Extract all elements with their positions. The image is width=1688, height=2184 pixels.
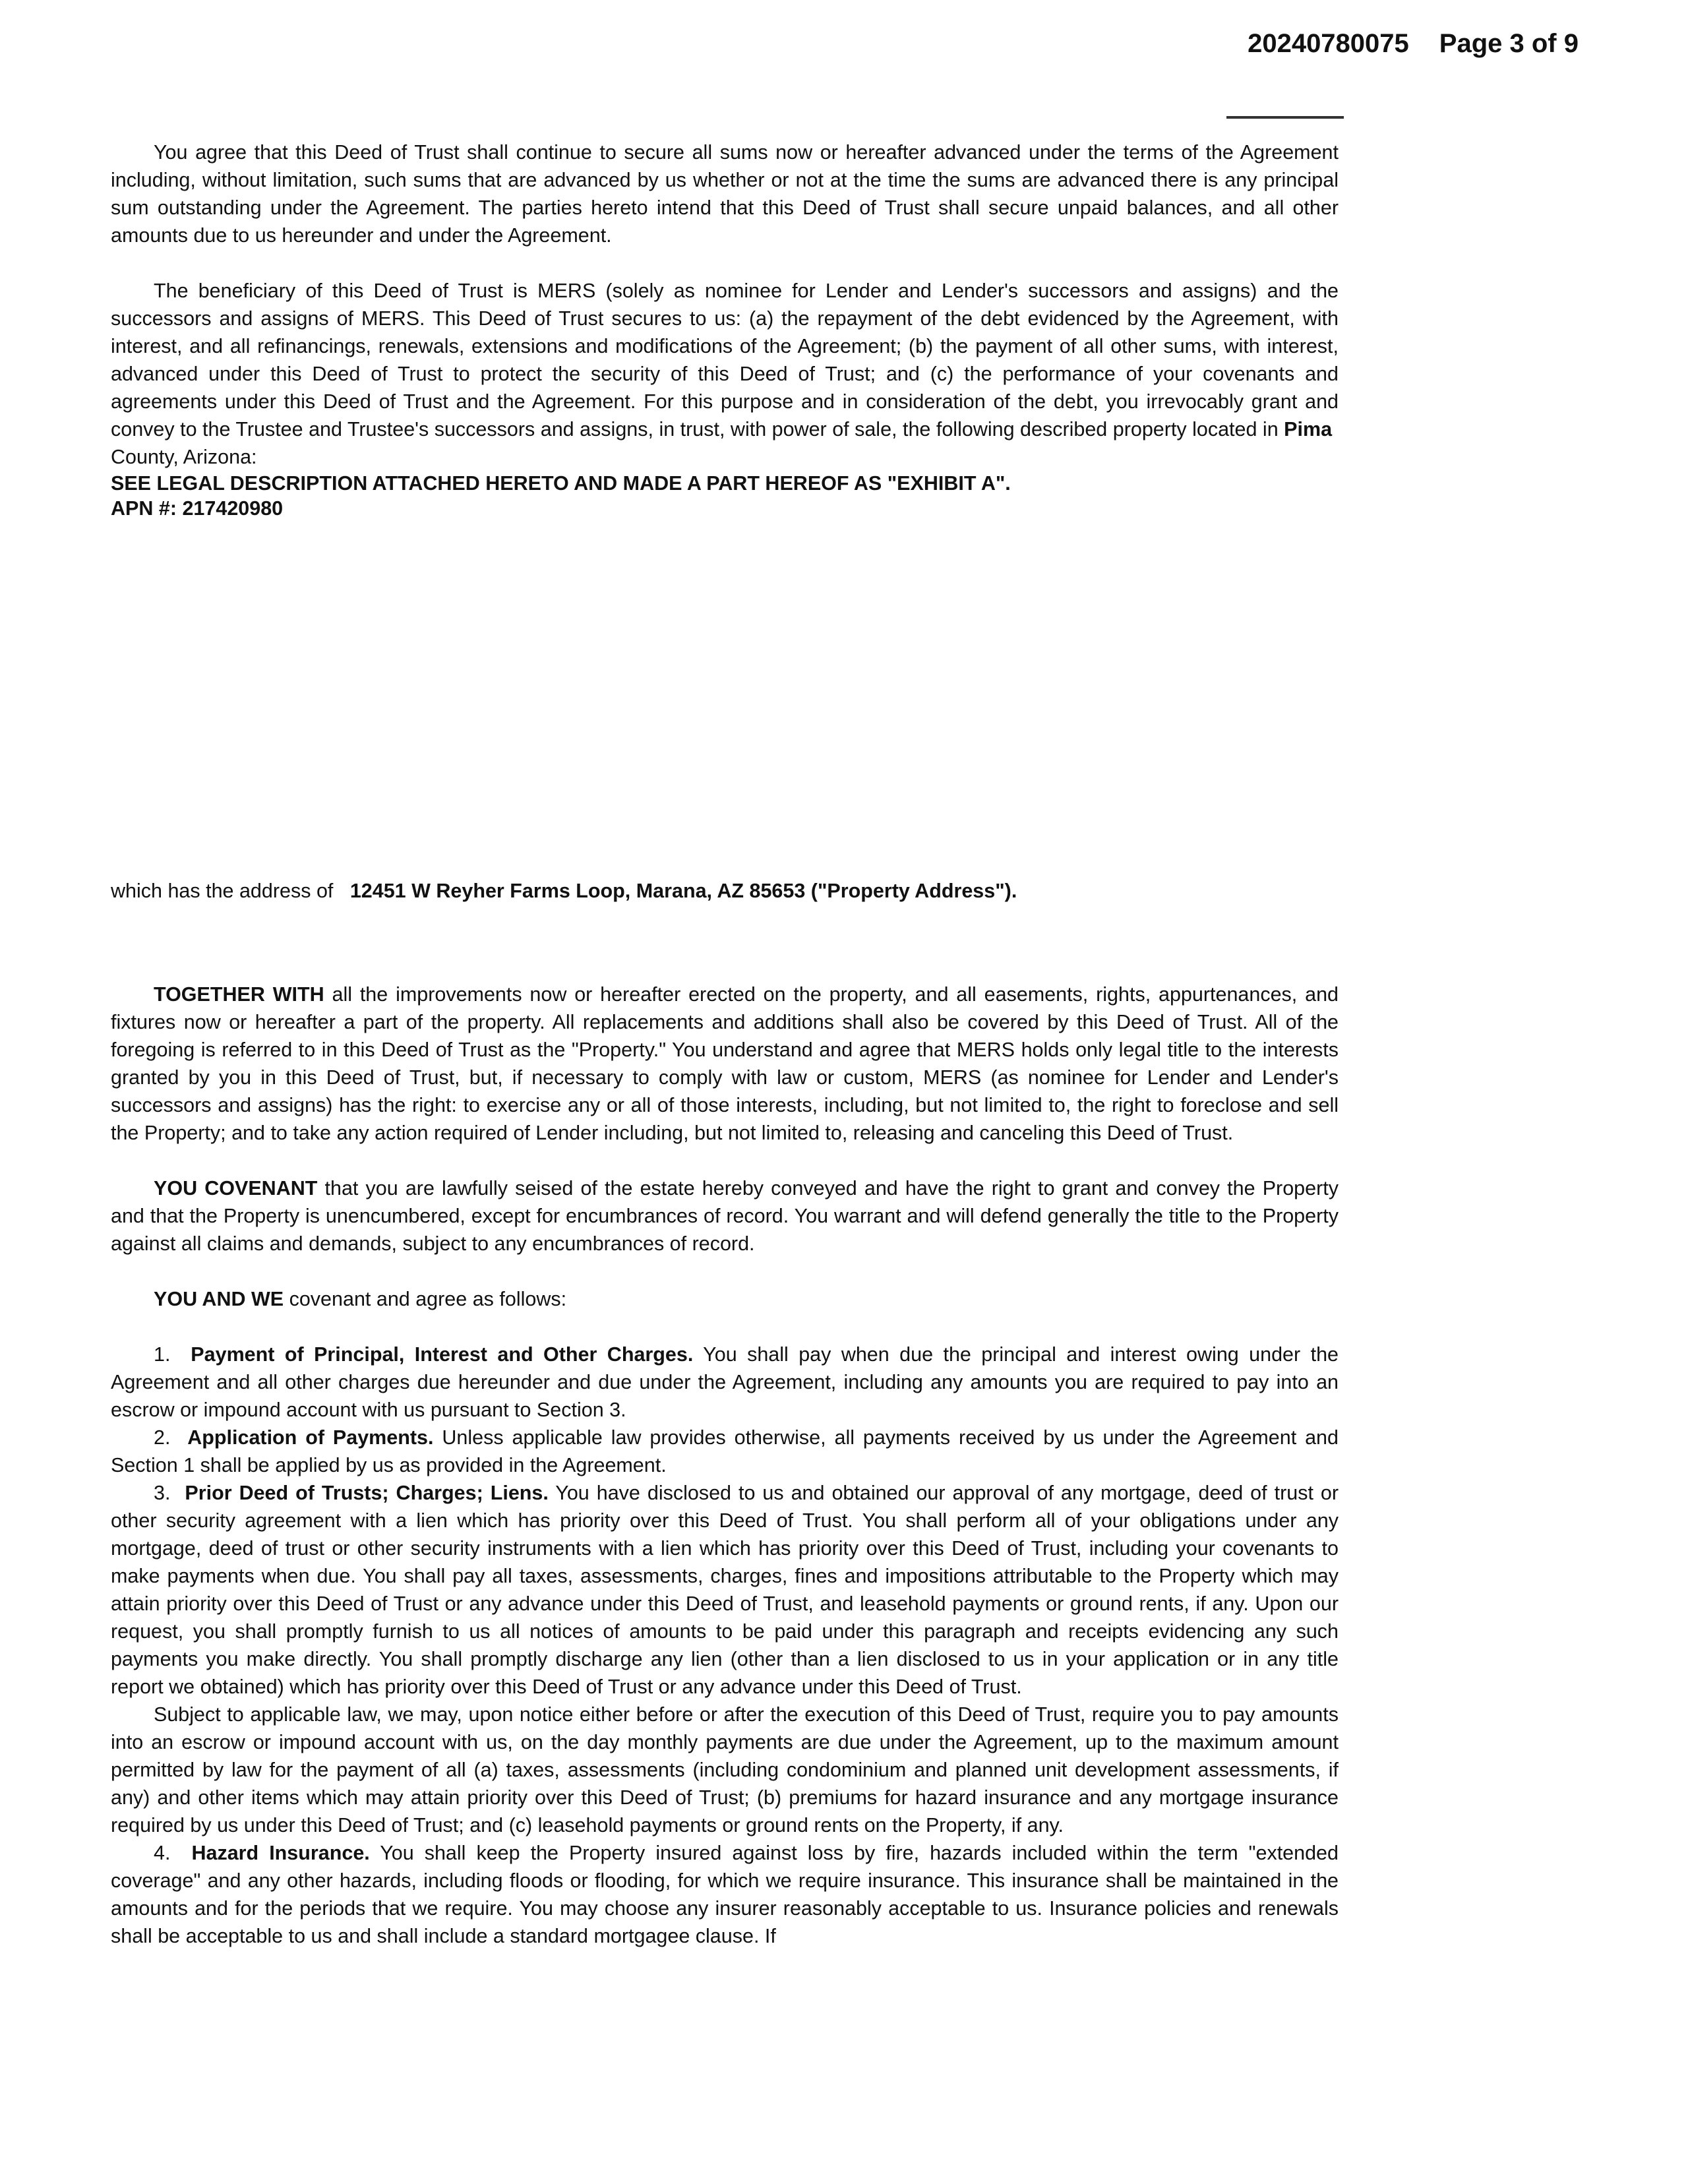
- you-covenant-text: that you are lawfully seised of the estate hereby conveyed and have the right to grant and convey the Property and that the Property is unencumbered, except for encumbrances of record. You warrant and will defend generally the title to the Property against all claims and demands, subject to any encumbrances of record.: [111, 1177, 1339, 1255]
- paragraph-you-covenant: [111, 1174, 1339, 1258]
- section-2-text: Unless applicable law provides otherwise, all payments received by us under the Agreement and Section 1 shall be applied by us as provided in the Agreement.: [111, 1426, 1339, 1476]
- together-with-lead: TOGETHER WITH: [154, 983, 324, 1006]
- section-2-number: 2.: [154, 1426, 171, 1449]
- county-state: County, Arizona:: [111, 446, 257, 468]
- you-covenant-lead: YOU COVENANT: [154, 1177, 318, 1199]
- section-1-title: Payment of Principal, Interest and Other Charges.: [191, 1343, 694, 1366]
- beneficiary-text: The beneficiary of this Deed of Trust is MERS (solely as nominee for Lender and Lender's successors and assigns) and the successors and assigns of MERS. This Deed of Trust secures to us: (a) the repayment of the debt evidenced by the Agreement, with interest, and all refinancings, renewals, extensions and modifications of the Agreement; (b) the payment of all other sums, with interest, advanced under this Deed of Trust to protect the security of this Deed of Trust; and (c) the performance of your covenants and agreements under this Deed of Trust and the Agreement. For this purpose and in consideration of the debt, you irrevocably grant and convey to the Trustee and Trustee's successors and assigns, in trust, with power of sale, the following described property located in: [111, 280, 1339, 440]
- paragraph-you-and-we: [111, 1285, 1339, 1313]
- section-3-title: Prior Deed of Trusts; Charges; Liens.: [185, 1482, 549, 1504]
- together-with-text: all the improvements now or hereafter erected on the property, and all easements, rights, appurtenances, and fixtures now or hereafter a part of the property. All replacements and additions shall also be covered by this Deed of Trust. All of the foregoing is referred to in this Deed of Trust as the "Property." You understand and agree that MERS holds only legal title to the interests granted by you in this Deed of Trust, but, if necessary to comply with law or custom, MERS (as nominee for Lender and Lender's successors and assigns) has the right: to exercise any or all of those interests, including, but not limited to, the right to foreclose and sell the Property; and to take any action required of Lender including, but not limited to, releasing and canceling this Deed of Trust.: [111, 983, 1339, 1144]
- page-header: [1248, 29, 1579, 59]
- section-3-escrow: Subject to applicable law, we may, upon notice either before or after the execution of this Deed of Trust, require you to pay amounts into an escrow or impound account with us, on the day monthly payments are due under the Agreement, up to the maximum amount permitted by law for the payment of all (a) taxes, assessments (including condominium and planned unit development assessments, if any) and other items which may attain priority over this Deed of Trust; (b) premiums for hazard insurance and any mortgage insurance required by us under this Deed of Trust; and (c) leasehold payments or ground rents on the Property, if any.: [111, 1703, 1339, 1836]
- document-number: 20240780075: [1248, 29, 1409, 58]
- section-4-number: 4.: [154, 1842, 171, 1864]
- section-2: [111, 1424, 1339, 1479]
- county-name: Pima: [1284, 418, 1333, 440]
- page-number: Page 3 of 9: [1439, 29, 1579, 58]
- section-3-text: You have disclosed to us and obtained our approval of any mortgage, deed of trust or other security agreement with a lien which has priority over this Deed of Trust. You shall perform all of your obligations under any mortgage, deed of trust or other security instruments with a lien which has priority over this Deed of Trust, including your covenants to make payments when due. You shall pay all taxes, assessments, charges, fines and impositions attributable to the Property which may attain priority over this Deed of Trust or any advance under this Deed of Trust, and leasehold payments or ground rents, if any. Upon our request, you shall promptly furnish to us all notices of amounts to be paid under this paragraph and receipts evidencing any such payments you make directly. You shall promptly discharge any lien (other than a lien disclosed to us in your application or in any title report we obtained) which has priority over this Deed of Trust or any advance under this Deed of Trust.: [111, 1482, 1339, 1698]
- you-and-we-lead: YOU AND WE: [154, 1288, 284, 1310]
- document-body: [111, 138, 1339, 1950]
- section-1-text: You shall pay when due the principal and interest owing under the Agreement and all other charges due hereunder and due under the Agreement, including any amounts you are required to pay into an escrow or impound account with us pursuant to Section 3.: [111, 1343, 1339, 1421]
- section-4-title: Hazard Insurance.: [191, 1842, 370, 1864]
- property-address-line: [111, 877, 1339, 905]
- you-and-we-text: covenant and agree as follows:: [284, 1288, 567, 1310]
- section-3-number: 3.: [154, 1482, 171, 1504]
- paragraph-continuing-security: You agree that this Deed of Trust shall continue to secure all sums now or hereafter advanced under the terms of the Agreement including, without limitation, such sums that are advanced by us whether or not at the time the sums are advanced there is any principal sum outstanding under the Agreement. The parties hereto intend that this Deed of Trust shall secure unpaid balances, and all other amounts due to us hereunder and under the Agreement.: [111, 141, 1339, 247]
- paragraph-together-with: [111, 981, 1339, 1147]
- section-4-text: You shall keep the Property insured against loss by fire, hazards included within the term "extended coverage" and any other hazards, including floods or flooding, for which we require insurance. This insurance shall be maintained in the amounts and for the periods that we require. You may choose any insurer reasonably acceptable to us. Insurance policies and renewals shall be acceptable to us and shall include a standard mortgagee clause. If: [111, 1842, 1339, 1947]
- paragraph-beneficiary: [111, 277, 1339, 443]
- section-4: [111, 1839, 1339, 1950]
- address-lead: which has the address of: [111, 880, 334, 902]
- section-1: [111, 1341, 1339, 1424]
- section-1-number: 1.: [154, 1343, 171, 1366]
- property-address: 12451 W Reyher Farms Loop, Marana, AZ 85653 ("Property Address").: [349, 880, 1017, 902]
- legal-description: SEE LEGAL DESCRIPTION ATTACHED HERETO AND MADE A PART HEREOF AS "EXHIBIT A".: [111, 472, 1011, 495]
- section-2-title: Application of Payments.: [187, 1426, 434, 1449]
- apn-number: APN #: 217420980: [111, 497, 284, 520]
- scan-fragment: [1226, 116, 1344, 119]
- section-3: [111, 1479, 1339, 1701]
